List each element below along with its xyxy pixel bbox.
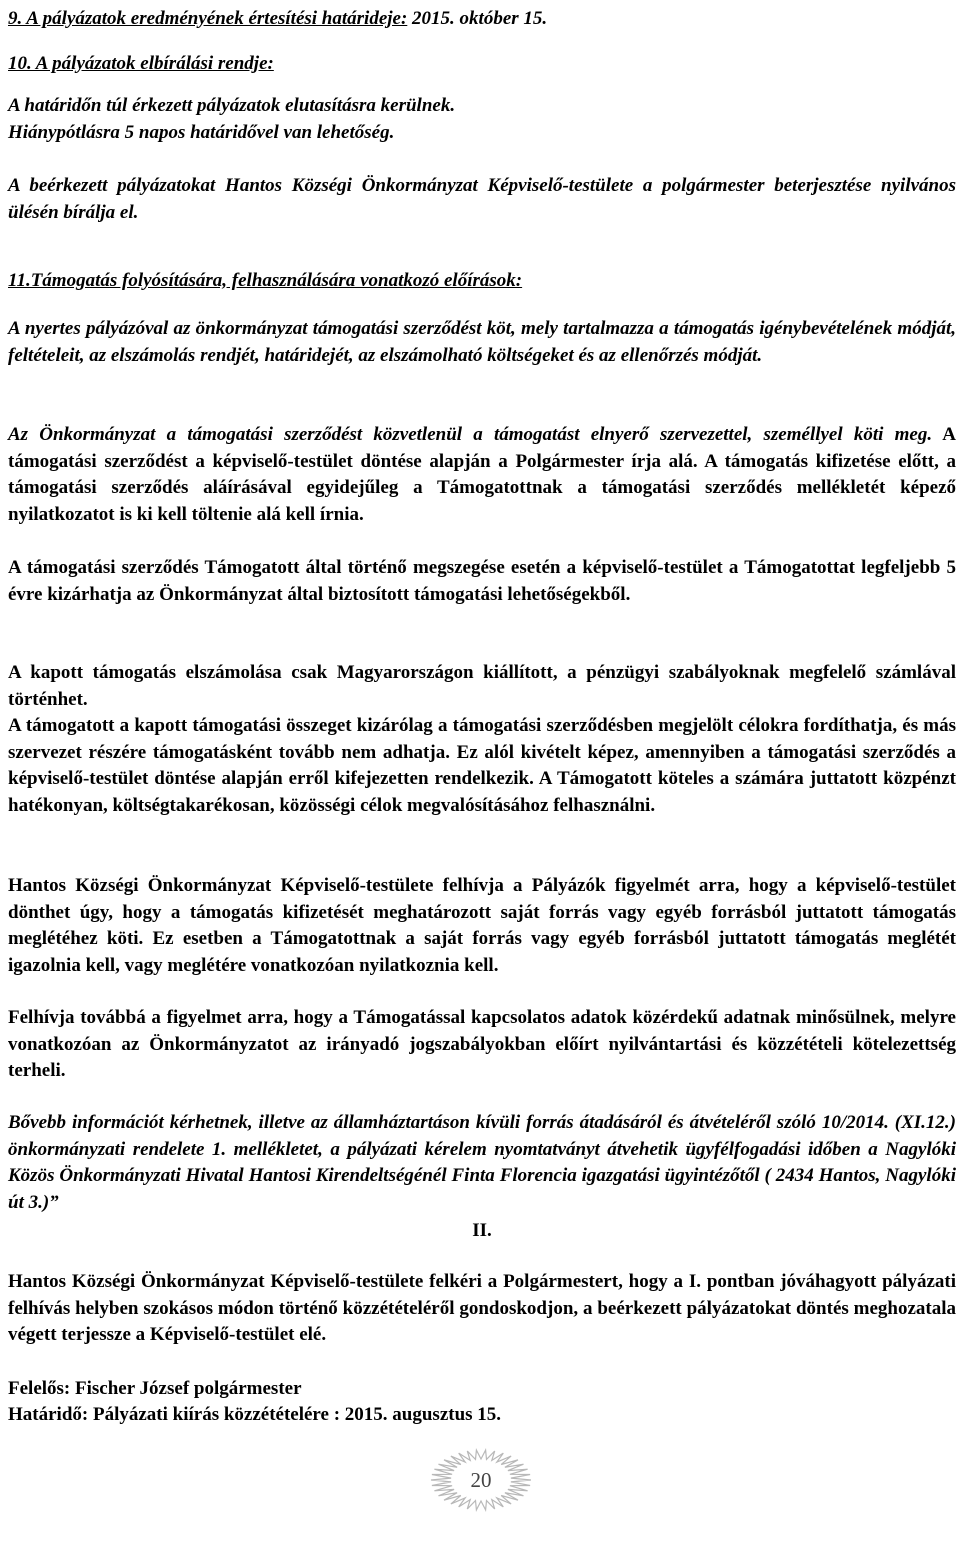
section-11-paragraph-5: A támogatott a kapott támogatási összeget kizárólag a támogatási szerződésben megjelölt célokra fordíthatja, és más szervezet részére támogatásként tovább nem adhatja. Ez alól kivételt képez, amennyiben a támogatási szerződés a képviselő-testület döntése alapján erről kifejezetten rendelkezik. A Támogatott köteles a számára juttatott közpénzt hatékonyan, költségtakarékosan, közösségi célok megvalósításához felhasználni.	[8, 715, 956, 816]
section-11-paragraph-6: Hantos Községi Önkormányzat Képviselő-testülete felhívja a Pályázók figyelmét arra, hogy a képviselő-testület dönthet úgy, hogy a támogatás kifizetését meghatározott saját forrás vagy egyéb forrásból juttatott támogatás meglétéhez köti. Ez esetben a Támogatottnak a saját forrás vagy egyéb forrásból juttatott támogatás meglétét igazolnia kell, vagy meglétére vonatkozóan nyilatkoznia kell.	[8, 875, 956, 976]
section-11-paragraph-2a: Az Önkormányzat a támogatási szerződést közvetlenül a támogatást elnyerő szervezettel, személlyel köti meg.	[8, 424, 933, 445]
page-number-badge	[426, 1448, 536, 1512]
result-notification-deadline	[8, 6, 547, 33]
section-10-paragraph: A beérkezett pályázatokat Hantos Községi Önkormányzat Képviselő-testülete a polgármester beterjesztése nyilvános ülésén bírálja el.	[8, 175, 956, 223]
section-ii-paragraph: Hantos Községi Önkormányzat Képviselő-testülete felkéri a Polgármestert, hogy a I. pontban jóváhagyott pályázati felhívás helyben szokásos módon történő közzétételéről gondoskodjon, a beérkezett pályázatokat döntés meghozatala végett terjessze a Képviselő-testület elé.	[8, 1271, 956, 1345]
section-11-paragraph-2c: A támogatás kifizetése előtt, a támogatási szerződés aláírásával egyidejűleg a Támogatottnak a támogatási szerződés mellékletét képező nyilatkozatot is ki kell töltenie alá kell írnia.	[8, 450, 956, 525]
section-10-heading: 10. A pályázatok elbírálási rendje:	[8, 53, 274, 74]
result-notification-date: 2015. október 15.	[407, 8, 548, 29]
page-number: 20	[470, 1468, 492, 1492]
section-11-paragraph-2	[8, 422, 956, 528]
section-11-paragraph-7: Felhívja továbbá a figyelmet arra, hogy a Támogatással kapcsolatos adatok közérdekű adatnak minősülnek, melyre vonatkozóan az Önkormányzatot az irányadó jogszabályokban előírt nyilvántartási és közzétételi kötelezettség terheli.	[8, 1007, 956, 1081]
section-11-paragraph-8	[8, 1110, 956, 1216]
section-11-paragraph-3: A támogatási szerződés Támogatott által történő megszegése esetén a képviselő-testület a Támogatottat legfeljebb 5 évre kizárhatja az Önkormányzat által biztosított támogatási lehetőségekből.	[8, 557, 956, 605]
deadline: Határidő: Pályázati kiírás közzétételére : 2015. augusztus 15.	[8, 1404, 502, 1425]
section-10-line-2: Hiánypótlásra 5 napos határidővel van lehetőség.	[8, 122, 395, 143]
responsible-person: Felelős: Fischer József polgármester	[8, 1378, 302, 1399]
section-11-heading: 11.Támogatás folyósítására, felhasználására vonatkozó előírások:	[8, 270, 523, 291]
section-11-paragraph-2b: A támogatási szerződést a képviselő-testület döntése alapján a Polgármester írja alá.	[8, 424, 956, 472]
section-10-line-1: A határidőn túl érkezett pályázatok elutasításra kerülnek.	[8, 95, 456, 116]
section-11-paragraph-1: A nyertes pályázóval az önkormányzat támogatási szerződést köt, mely tartalmazza a támogatás igénybevételének módját, feltételeit, az elszámolás rendjét, határidejét, az elszámolható költségeket és az ellenőrzés módját.	[8, 318, 956, 366]
section-11-paragraph-4: A kapott támogatás elszámolása csak Magyarországon kiállított, a pénzügyi szabályoknak megfelelő számlával történhet.	[8, 662, 956, 710]
section-ii-heading: II.	[472, 1220, 492, 1241]
section-11-paragraph-8-text: Bővebb információt kérhetnek, illetve az államháztartáson kívüli forrás átadásáról és átvételéről szóló 10/2014. (XI.12.) önkormányzati rendelete 1. mellékletet, a pályázati kérelem nyomtatványt átvehetik ügyfélfogadási időben a Nagylóki Közös Önkormányzati Hivatal Hantosi Kirendeltségénél Finta Florencia igazgatási ügyintézőtől ( 2434 Hantos, Nagylóki út 3.)”	[8, 1112, 956, 1213]
result-notification-label: 9. A pályázatok eredményének értesítési határideje:	[8, 8, 408, 29]
